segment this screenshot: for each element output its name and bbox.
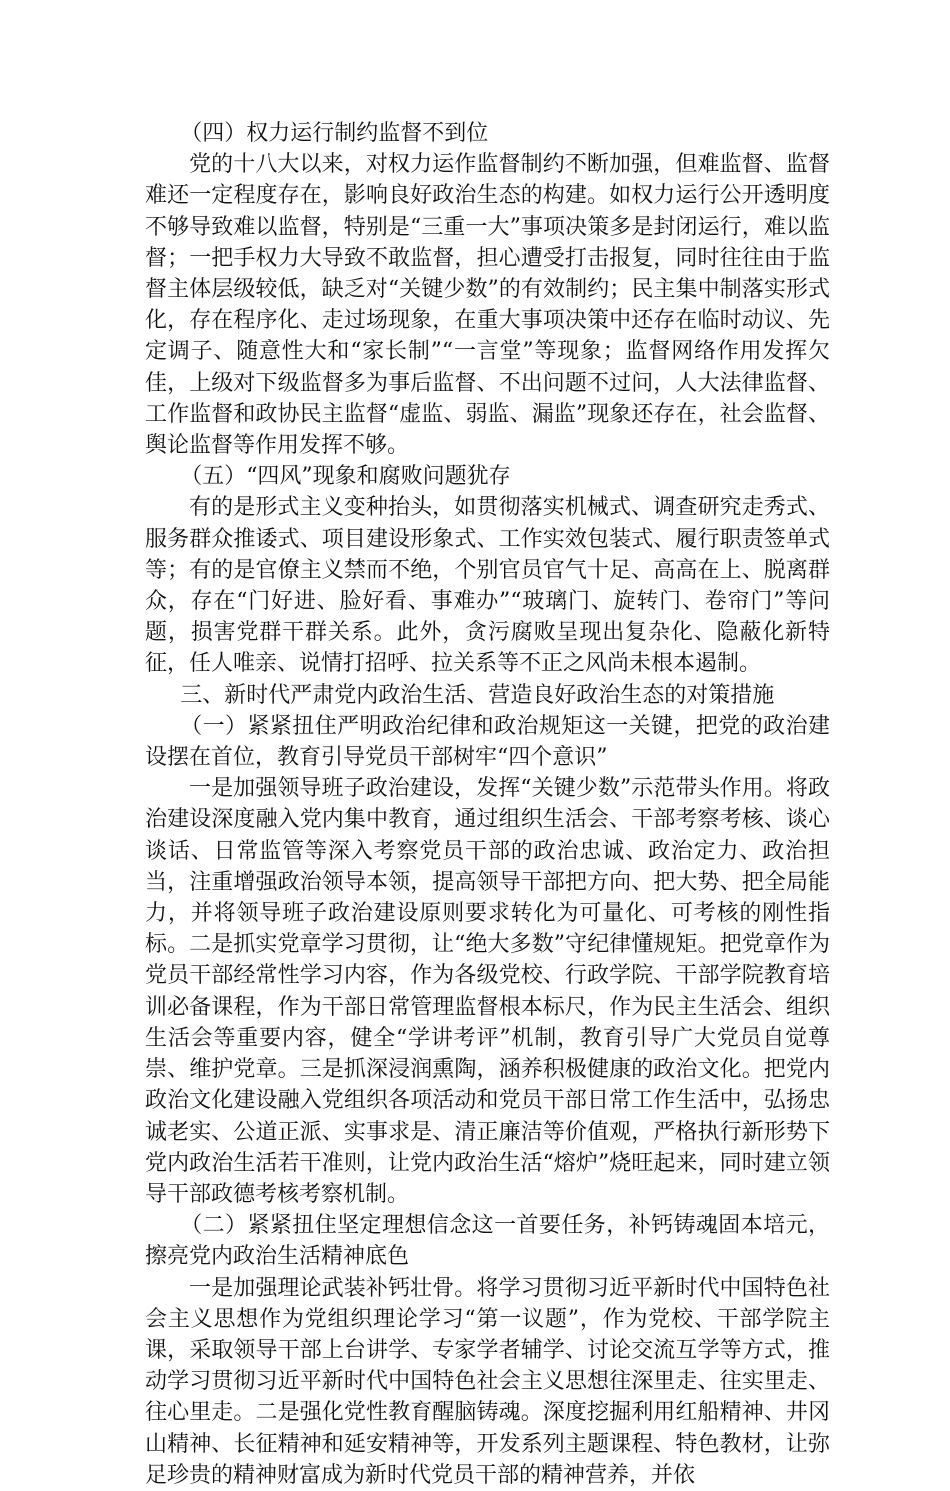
section-heading-4: （四）权力运行制约监督不到位: [180, 121, 489, 146]
subsection-heading-1: （一）紧紧扭住严明政治纪律和政治规矩这一关键，把党的政治建设摆在首位，教育引导党员干部树牢“四个意识”: [145, 713, 830, 771]
paragraph-supervision: 党的十八大以来，对权力运作监督制约不断加强，但难监督、监督难还一定程度存在，影响良好政治生态的构建。如权力运行公开透明度不够导致难以监督，特别是“三重一大”事项决策多是封闭运行，难以监督；一把手权力大导致不敢监督，担心遭受打击报复，同时往往由于监督主体层级较低，缺乏对“关键少数”的有效制约；民主集中制落实形式化，存在程序化、走过场现象，在重大事项决策中还存在临时动议、先定调子、随意性大和“家长制”“一言堂”等现象；监督网络作用发挥欠佳，上级对下级监督多为事后监督、不出问题不过问，人大法律监督、工作监督和政协民主监督“虚监、弱监、漏监”现象还存在，社会监督、舆论监督等作用发挥不够。: [145, 152, 830, 459]
section-heading-5: （五）“四风”现象和腐败问题犹存: [180, 464, 511, 490]
paragraph-ideals-beliefs: 一是加强理论武装补钙壮骨。将学习贯彻习近平新时代中国特色社会主义思想作为党组织理论学习“第一议题”，作为党校、干部学院主课，采取领导干部上台讲学、专家学者辅学、讨论交流互学等方式，推动学习贯彻习近平新时代中国特色社会主义思想往深里走、往实里走、往心里走。二是强化党性教育醒脑铸魂。深度挖掘利用红船精神、井冈山精神、长征精神和延安精神等，开发系列主题课程、特色教材，让弥足珍贵的精神财富成为新时代党员干部的精神营养，并依: [145, 1275, 830, 1488]
paragraph-political-building: 一是加强领导班子政治建设，发挥“关键少数”示范带头作用。将政治建设深度融入党内集中教育，通过组织生活会、干部考察考核、谈心谈话、日常监管等深入考察党员干部的政治忠诚、政治定力、政治担当，注重增强政治领导本领，提高领导干部把方向、把大势、把全局能力，并将领导班子政治建设原则要求转化为可量化、可考核的刚性指标。二是抓实党章学习贯彻，让“绝大多数”守纪律懂规矩。把党章作为党员干部经常性学习内容，作为各级党校、行政学院、干部学院教育培训必备课程，作为干部日常管理监督根本标尺，作为民主生活会、组织生活会等重要内容，健全“学讲考评”机制，教育引导广大党员自觉尊崇、维护党章。三是抓深浸润熏陶，涵养积极健康的政治文化。把党内政治文化建设融入党组织各项活动和党员干部日常工作生活中，弘扬忠诚老实、公道正派、实事求是、清正廉洁等价值观，严格执行新形势下党内政治生活若干准则，让党内政治生活“熔炉”烧旺起来，同时建立领导干部政德考核考察机制。: [145, 776, 830, 1207]
chapter-heading-3: 三、新时代严肃党内政治生活、营造良好政治生态的对策措施: [180, 682, 775, 708]
document-body: [145, 118, 830, 1491]
paragraph-four-winds: 有的是形式主义变种抬头，如贯彻落实机械式、调查研究走秀式、服务群众推诿式、项目建设形象式、工作实效包装式、履行职责签单式等；有的是官僚主义禁而不绝，个别官员官气十足、高高在上、脱离群众，存在“门好进、脸好看、事难办”“玻璃门、旋转门、卷帘门”等问题，损害党群干群关系。此外，贪污腐败呈现出复杂化、隐蔽化新特征，任人唯亲、说情打招呼、拉关系等不正之风尚未根本遏制。: [145, 495, 830, 677]
subsection-heading-2: （二）紧紧扭住坚定理想信念这一首要任务，补钙铸魂固本培元，擦亮党内政治生活精神底色: [145, 1213, 830, 1270]
